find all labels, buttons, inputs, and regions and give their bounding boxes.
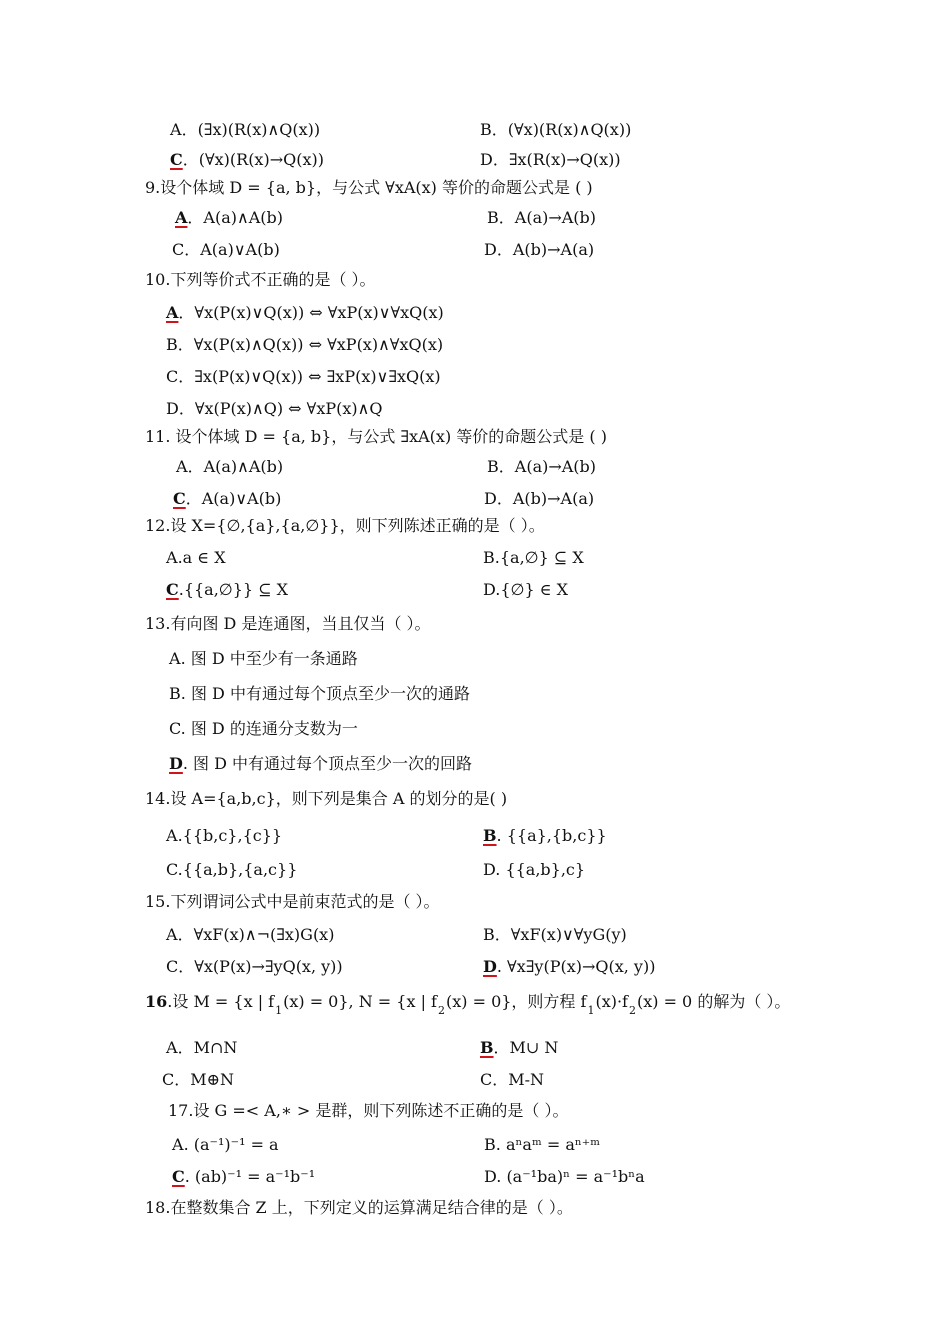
option-letter: B xyxy=(487,208,499,227)
option-text: ．A(a)∨A(b) xyxy=(185,489,282,508)
option-text: ．(∃x)(R(x)∧Q(x)) xyxy=(181,120,321,139)
option-d xyxy=(166,399,382,419)
option-text: ．M-N xyxy=(492,1070,545,1089)
option-text: .a ∈ X xyxy=(177,548,226,567)
option-c xyxy=(166,860,297,880)
question-stem: 17.设 G =< A,∗ > 是群，则下列陈述不正确的是（ ）。 xyxy=(168,1101,569,1120)
option-text: . (a⁻¹)⁻¹ = a xyxy=(183,1135,279,1154)
option-d xyxy=(484,489,594,509)
option-letter: A xyxy=(166,1038,178,1057)
subscript: 2 xyxy=(628,1004,636,1017)
question-text: (x) = 0}，则方程 f xyxy=(445,992,587,1011)
option-letter: C xyxy=(166,367,179,386)
option-letter: A xyxy=(169,649,181,668)
answer-letter: B xyxy=(483,826,497,845)
option-text: . 图 D 中有通过每个顶点至少一次的通路 xyxy=(180,684,470,703)
option-text: ．∀x(P(x)→∃yQ(x, y)) xyxy=(178,957,343,976)
answer-letter: A xyxy=(175,208,188,227)
option-a xyxy=(166,303,444,323)
option-d xyxy=(480,150,621,170)
option-letter: D xyxy=(484,1167,497,1186)
option-text: ．∀x(P(x)∧Q) ⇔ ∀xP(x)∧Q xyxy=(178,399,383,418)
option-c xyxy=(169,719,358,739)
option-letter: B xyxy=(166,335,178,354)
option-text: ．∀xF(x)∧¬(∃x)G(x) xyxy=(177,925,335,944)
option-text: ．(∀x)(R(x)→Q(x)) xyxy=(182,150,324,169)
question-stem: 12.设 X={∅,{a},{a,∅}}，则下列陈述正确的是（ ）。 xyxy=(145,516,545,535)
question-16 xyxy=(145,992,791,1017)
answer-letter: C xyxy=(172,1167,185,1186)
option-b xyxy=(483,826,607,846)
subscript: 2 xyxy=(437,1004,445,1017)
option-b xyxy=(484,1135,600,1155)
option-text: . 图 D 中至少有一条通路 xyxy=(180,649,358,668)
option-letter: C xyxy=(172,240,185,259)
question-text: (x) = 0 的解为（ ）。 xyxy=(636,992,791,1011)
option-text: ．M∪ N xyxy=(493,1038,559,1057)
option-c xyxy=(170,150,324,170)
option-text: . {{a,b},c} xyxy=(495,860,586,879)
question-stem: 11. 设个体域 D = {a, b}，与公式 ∃xA(x) 等价的命题公式是 ( ) xyxy=(145,427,607,446)
option-letter: D xyxy=(483,580,496,599)
option-letter: C xyxy=(162,1070,175,1089)
option-c xyxy=(172,240,280,260)
option-text: . {{a},{b,c}} xyxy=(496,826,607,845)
question-stem: 14.设 A={a,b,c}，则下列是集合 A 的划分的是( ) xyxy=(145,789,508,808)
option-text: ．∃x(P(x)∨Q(x)) ⇔ ∃xP(x)∨∃xQ(x) xyxy=(178,367,441,386)
option-text: .{∅} ∈ X xyxy=(495,580,569,599)
option-text: . 图 D 的连通分支数为一 xyxy=(180,719,358,738)
option-letter: D xyxy=(484,240,497,259)
option-letter: A xyxy=(172,1135,184,1154)
option-letter: D xyxy=(166,399,179,418)
option-letter: B xyxy=(483,548,495,567)
question-text: .设 M = {x | f xyxy=(167,992,275,1011)
option-a xyxy=(170,120,320,140)
option-text: . aⁿaᵐ = aⁿ⁺ᵐ xyxy=(495,1135,601,1154)
question-stem: 15.下列谓词公式中是前束范式的是（ ）。 xyxy=(145,892,440,911)
question-stem: 13.有向图 D 是连通图，当且仅当（ ）。 xyxy=(145,614,431,633)
option-text: ．M∩N xyxy=(177,1038,238,1057)
option-letter: A xyxy=(166,925,178,944)
answer-letter: B xyxy=(480,1038,494,1057)
option-text: ．A(b)→A(a) xyxy=(496,489,595,508)
answer-letter: A xyxy=(166,303,179,322)
answer-letter: D xyxy=(169,754,183,773)
option-letter: A xyxy=(166,826,178,845)
option-a xyxy=(175,208,283,228)
question-text: (x) = 0}, N = {x | f xyxy=(283,992,437,1011)
option-letter: A xyxy=(176,457,188,476)
answer-letter: C xyxy=(170,150,183,169)
option-d xyxy=(483,860,585,880)
option-d xyxy=(483,957,655,977)
question-stem: 10.下列等价式不正确的是（ ）。 xyxy=(145,270,376,289)
option-text: ．M⊕N xyxy=(174,1070,235,1089)
option-text: ．A(a)→A(b) xyxy=(498,457,597,476)
option-text: ．A(a)∧A(b) xyxy=(187,457,284,476)
subscript: 1 xyxy=(587,1004,595,1017)
option-b xyxy=(480,1038,558,1058)
question-text: (x)·f xyxy=(595,992,628,1011)
answer-letter: C xyxy=(166,580,179,599)
option-c xyxy=(166,580,288,600)
option-text: .{a,∅} ⊆ X xyxy=(494,548,584,567)
option-text: ．A(a)∧A(b) xyxy=(187,208,283,227)
subscript: 1 xyxy=(275,1004,283,1017)
option-letter: C xyxy=(166,860,178,879)
option-letter: B xyxy=(169,684,181,703)
option-a xyxy=(169,649,358,669)
option-letter: A xyxy=(166,548,178,567)
option-text: . 图 D 中有通过每个顶点至少一次的回路 xyxy=(182,754,473,773)
option-text: .{{a,∅}} ⊆ X xyxy=(178,580,289,599)
option-a xyxy=(166,1038,237,1058)
option-c xyxy=(166,957,343,977)
option-a xyxy=(166,925,334,945)
option-text: ．∃x(R(x)→Q(x)) xyxy=(492,150,621,169)
option-letter: C xyxy=(169,719,181,738)
option-text: ．A(b)→A(a) xyxy=(496,240,595,259)
option-a xyxy=(176,457,283,477)
option-b xyxy=(487,457,596,477)
option-c xyxy=(162,1070,234,1090)
option-a xyxy=(172,1135,279,1155)
question-stem: 18.在整数集合 Z 上，下列定义的运算满足结合律的是（ ）。 xyxy=(145,1198,573,1217)
option-c xyxy=(166,367,441,387)
option-d xyxy=(483,580,568,600)
option-b xyxy=(487,208,596,228)
option-letter: B xyxy=(480,120,492,139)
option-letter: D xyxy=(484,489,497,508)
option-a xyxy=(166,826,282,846)
question-number: 16 xyxy=(145,992,168,1011)
option-text: ．∀x(P(x)∧Q(x)) ⇔ ∀xP(x)∧∀xQ(x) xyxy=(177,335,444,354)
option-b xyxy=(483,925,627,945)
option-b xyxy=(169,684,470,704)
option-text: . ∀x∃y(P(x)→Q(x, y)) xyxy=(496,957,656,976)
option-letter: A xyxy=(170,120,182,139)
option-text: ．(∀x)(R(x)∧Q(x)) xyxy=(491,120,632,139)
option-c xyxy=(480,1070,544,1090)
option-text: .{{b,c},{c}} xyxy=(177,826,283,845)
option-c xyxy=(173,489,281,509)
option-letter: D xyxy=(480,150,493,169)
option-b xyxy=(480,120,631,140)
option-a xyxy=(166,548,226,568)
answer-letter: C xyxy=(173,489,186,508)
option-b xyxy=(166,335,443,355)
option-text: .{{a,b},{a,c}} xyxy=(177,860,298,879)
option-c xyxy=(172,1167,315,1187)
option-d xyxy=(169,754,472,774)
option-text: . (a⁻¹ba)ⁿ = a⁻¹bⁿa xyxy=(496,1167,645,1186)
option-letter: C xyxy=(166,957,179,976)
question-stem: 9.设个体域 D = {a, b}，与公式 ∀xA(x) 等价的命题公式是 ( ) xyxy=(145,178,593,197)
option-letter: B xyxy=(483,925,495,944)
option-text: ．∀xF(x)∨∀yG(y) xyxy=(494,925,627,944)
option-letter: B xyxy=(484,1135,496,1154)
option-letter: C xyxy=(480,1070,493,1089)
option-text: . (ab)⁻¹ = a⁻¹b⁻¹ xyxy=(184,1167,316,1186)
option-d xyxy=(484,240,594,260)
option-letter: D xyxy=(483,860,496,879)
answer-letter: D xyxy=(483,957,497,976)
option-text: ．∀x(P(x)∨Q(x)) ⇔ ∀xP(x)∨∀xQ(x) xyxy=(178,303,444,322)
option-letter: B xyxy=(487,457,499,476)
option-text: ．A(a)∨A(b) xyxy=(184,240,280,259)
option-text: ．A(a)→A(b) xyxy=(498,208,597,227)
option-b xyxy=(483,548,584,568)
option-d xyxy=(484,1167,645,1187)
